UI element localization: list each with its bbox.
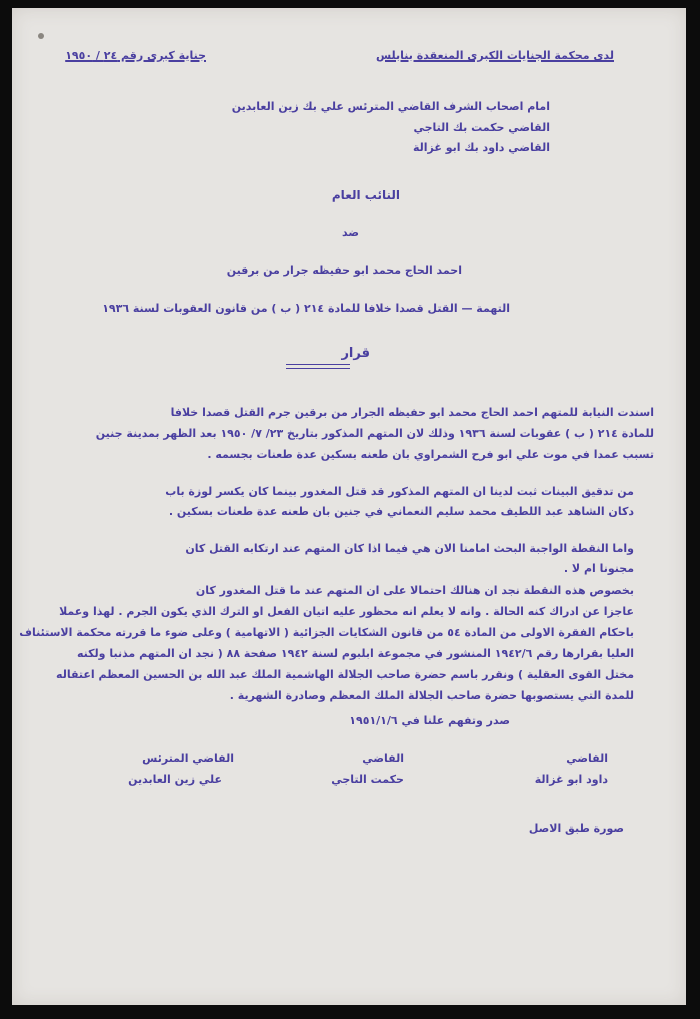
signature-name: علي زين العابدين [128, 773, 222, 786]
paragraph-4-line: العليا بقرارها رقم ١٩٤٢/٦ المنشور في مجموعة ابلبوم لسنة ١٩٤٢ صفحة ٨٨ ( نجد ان المتهم مذنبا ولكنه [76, 647, 634, 660]
prosecutor-label: النائب العام [331, 188, 400, 202]
paragraph-4-line: بخصوص هذه النقطة نجد ان هنالك احتمالا على ان المتهم عند ما قتل المغدور كان [195, 584, 634, 597]
paragraph-4-line: عاجزا عن ادراك كنه الحالة . وانه لا يعلم انه محظور عليه اتيان الفعل او الترك الذي يكون الجرم . لهذا وعملا [59, 605, 634, 618]
decision-title: قرار [341, 346, 370, 361]
punch-hole [38, 33, 44, 39]
signature-role: القاضي [566, 752, 608, 765]
issued-date: صدر وتفهم علنا في ١٩٥١/١/٦ [349, 714, 510, 727]
paragraph-1-line: تسبب عمدا في موت علي ابو فرح الشمراوي بان طعنه بسكين عدة طعنات بجسمه . [207, 448, 654, 461]
panel-line-1: امام اصحاب الشرف القاضي المترئس علي بك زين العابدين [231, 100, 550, 113]
paragraph-4-line: باحكام الفقرة الاولى من المادة ٥٤ من قانون الشكايات الجزائية ( الاتهامية ) وعلى ضوء ما قررته محكمة الاستئناف [19, 626, 634, 639]
panel-line-3: القاضي داود بك ابو غزالة [412, 141, 550, 154]
signature-role: القاضي المترئس [142, 752, 234, 765]
charge-text: التهمة — القتل قصدا خلافا للمادة ٢١٤ ( ب ) من قانون العقوبات لسنة ١٩٣٦ [102, 302, 510, 315]
certified-copy-note: صورة طبق الاصل [528, 822, 624, 835]
signature-name: حكمت التاجي [331, 773, 404, 786]
accused-name: احمد الحاج محمد ابو حفيظه جرار من برقين [226, 264, 462, 277]
paragraph-2-line: دكان الشاهد عبد اللطيف محمد سليم النعماني في جنين بان طعنه عدة طعنات بسكين . [168, 505, 634, 518]
versus-label: ضد [342, 226, 359, 239]
paragraph-4-line: للمدة التي يستصوبها حضرة صاحب الجلالة الملك المعظم وصادرة الشهرية . [229, 689, 634, 702]
panel-line-2: القاضي حكمت بك التاجي [413, 121, 550, 134]
case-number: جناية كبرى رقم ٢٤ / ١٩٥٠ [65, 49, 206, 62]
paragraph-1-line: اسندت النيابة للمتهم احمد الحاج محمد ابو حفيظه الجرار من برقين جرم القتل قصدا خلافا [170, 406, 654, 419]
signature-name: داود ابو غزالة [534, 773, 608, 786]
paragraph-3-line: واما النقطة الواجبة البحث امامنا الان هي فيما اذا كان المتهم عند ارتكابه القتل كان [185, 542, 634, 555]
paragraph-1-line: للمادة ٢١٤ ( ب ) عقوبات لسنة ١٩٣٦ وذلك لان المتهم المذكور بتاريخ ٢٣/ ٧/ ١٩٥٠ بعد الظهر بمدينة جنين [95, 427, 654, 440]
title-double-rule [286, 364, 350, 369]
paragraph-2-line: من تدقيق البينات ثبت لدينا ان المتهم المذكور قد قتل المغدور بينما كان يكسر لوزة باب [165, 485, 634, 498]
court-header: لدى محكمة الجنايات الكبرى المنعقدة بنابلس [375, 49, 614, 62]
paragraph-4-line: مختل القوى العقلية ) ونقرر باسم حضرة صاحب الجلالة الهاشمية الملك عبد الله بن الحسين المعظم اعتقاله [56, 668, 634, 681]
signature-role: القاضي [362, 752, 404, 765]
paragraph-3-line: مجنونا ام لا . [563, 562, 634, 575]
